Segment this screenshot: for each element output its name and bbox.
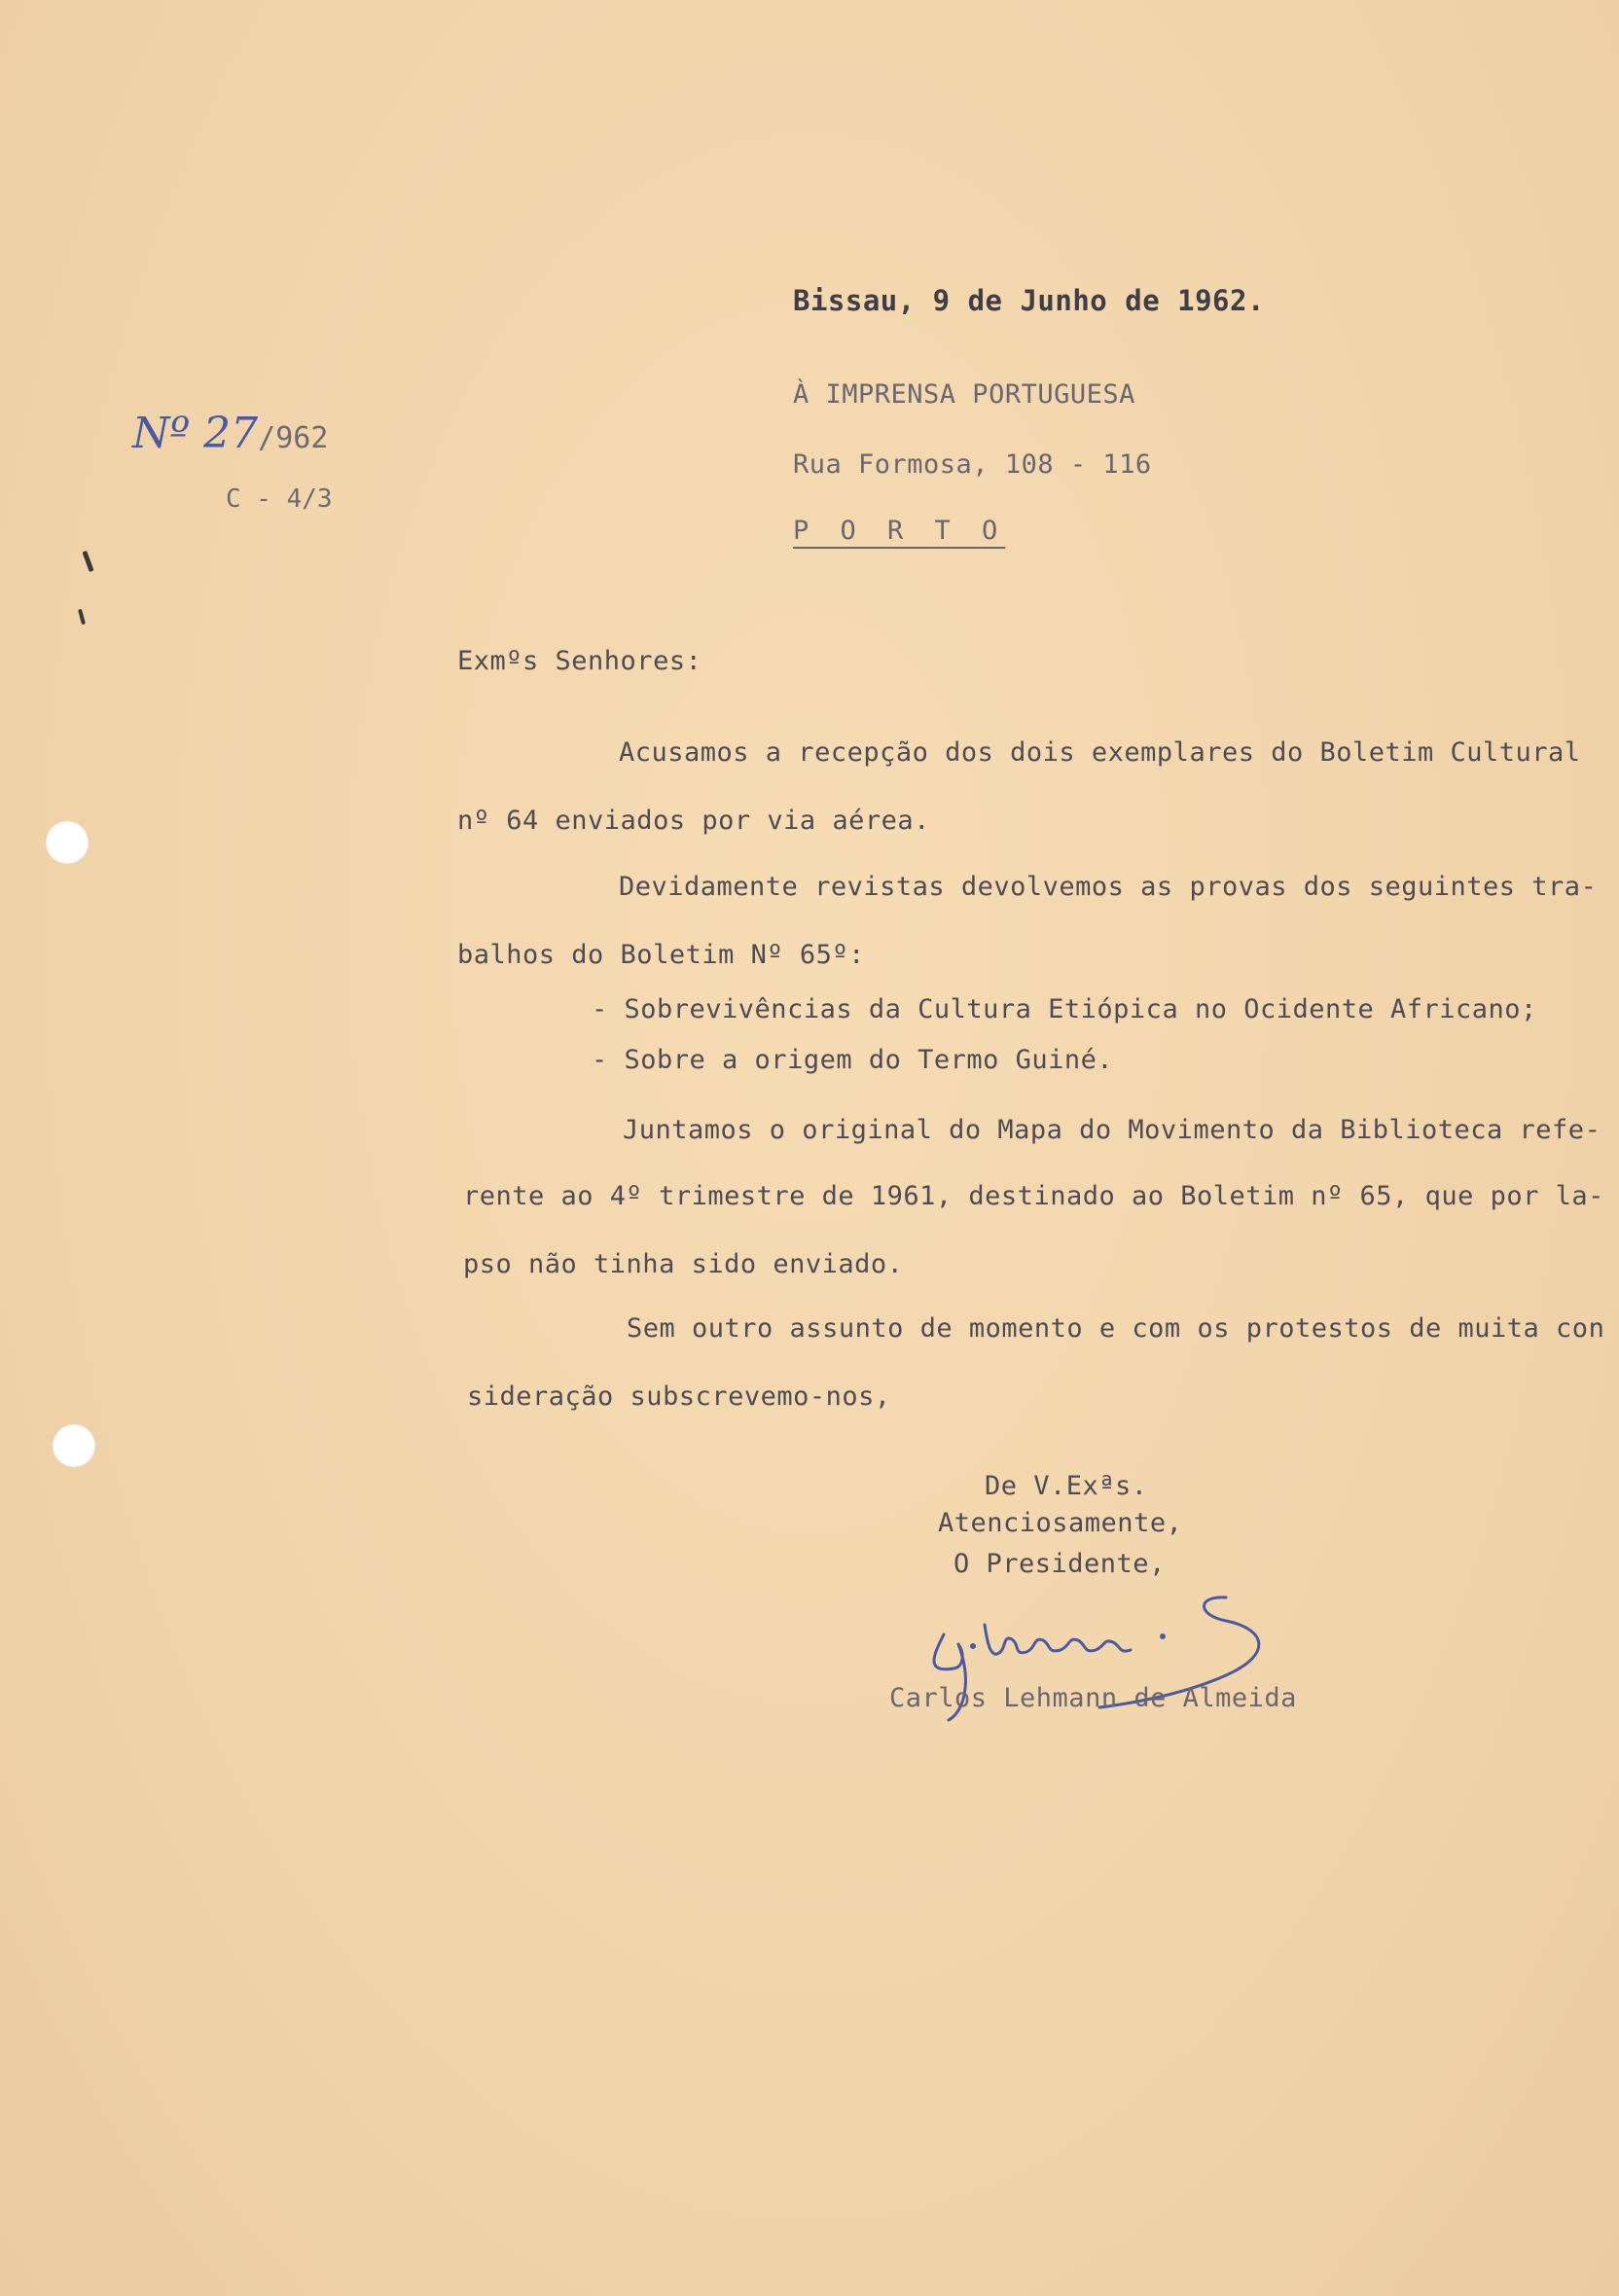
body-line: balhos do Boletim Nº 65º: (457, 940, 865, 970)
reference-code: C - 4/3 (226, 484, 333, 514)
reference-year: /962 (258, 421, 329, 455)
recipient-name: À IMPRENSA PORTUGUESA (793, 379, 1135, 410)
reference-number (132, 409, 328, 458)
body-line: nº 64 enviados por via aérea. (457, 806, 930, 836)
recipient-street: Rua Formosa, 108 - 116 (793, 449, 1152, 480)
body-line: sideração subscrevemo-nos, (467, 1381, 891, 1412)
closing-line: O Presidente, (953, 1549, 1166, 1579)
place-date: Bissau, 9 de Junho de 1962. (793, 284, 1265, 317)
body-line: pso não tinha sido enviado. (463, 1249, 904, 1279)
closing-line: De V.Exªs. (985, 1471, 1148, 1501)
punch-hole-top (46, 821, 89, 864)
signatory-name: Carlos Lehmann de Almeida (889, 1683, 1297, 1713)
body-line: Devidamente revistas devolvemos as provas dos seguintes tra- (619, 872, 1598, 902)
margin-mark (82, 551, 93, 572)
body-line: Sem outro assunto de momento e com os protestos de muita con (627, 1313, 1605, 1344)
body-line: Acusamos a recepção dos dois exemplares do Boletim Cultural (619, 737, 1581, 768)
work-title: - Sobrevivências da Cultura Etiópica no Ocidente Africano; (592, 994, 1537, 1024)
salutation: Exmºs Senhores: (457, 646, 702, 676)
body-line: Juntamos o original do Mapa do Movimento da Biblioteca refe- (623, 1115, 1601, 1145)
punch-hole-bottom (53, 1424, 95, 1467)
body-line: rente ao 4º trimestre de 1961, destinado ao Boletim nº 65, que por la- (463, 1181, 1604, 1211)
recipient-city: P O R T O (793, 516, 1006, 546)
margin-mark (78, 609, 86, 625)
reference-number-text: Nº 27 (132, 409, 259, 458)
closing-line: Atenciosamente, (938, 1508, 1183, 1538)
work-title: - Sobre a origem do Termo Guiné. (592, 1045, 1114, 1075)
